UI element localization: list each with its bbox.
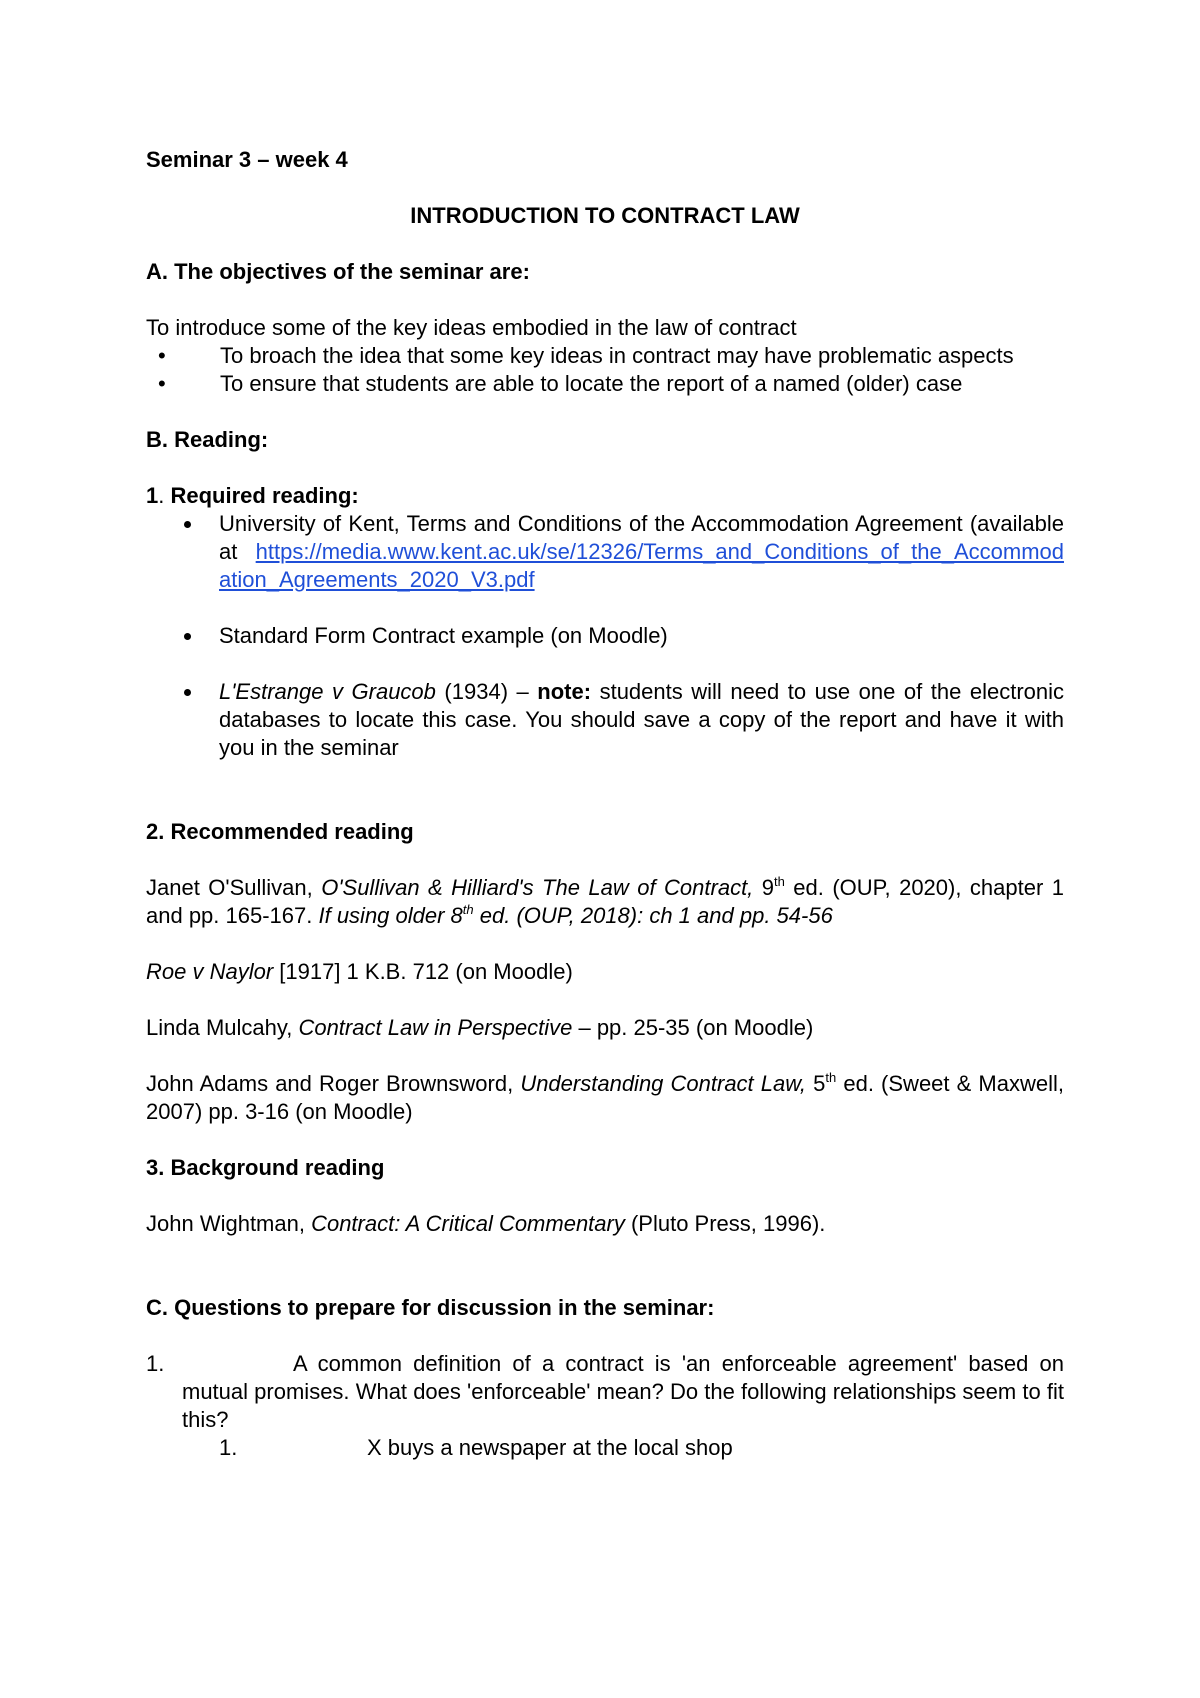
required-reading-list (146, 510, 1064, 762)
author: John Adams and Roger Brownsword, (146, 1071, 521, 1096)
question-number: 1. (146, 1351, 165, 1376)
note-text: students will need to use one of the electronic databases to locate this case. You should save a copy of the report and have it with you in the seminar (219, 679, 1064, 760)
author: Linda Mulcahy, (146, 1015, 299, 1040)
edition-num: 9 (753, 875, 774, 900)
bullet-dot-icon (184, 633, 191, 640)
case-citation: [1917] 1 K.B. 712 (on Moodle) (273, 959, 573, 984)
document-page (146, 146, 1064, 1462)
sub-question-item (146, 1434, 1064, 1462)
case-name: Roe v Naylor (146, 959, 274, 984)
questions-heading: C. Questions to prepare for discussion in the seminar: (146, 1295, 715, 1320)
recommended-item (146, 958, 1064, 986)
note-label: note: (537, 679, 592, 704)
question-item (146, 1350, 1064, 1434)
bullet-dot-icon (184, 521, 191, 528)
background-heading: 3. Background reading (146, 1155, 385, 1180)
required-dot: . (158, 483, 165, 508)
older-edition-note: If using older 8 (318, 903, 463, 928)
seminar-label: Seminar 3 – week 4 (146, 147, 348, 172)
required-item-text: University of Kent, Terms and Conditions of the Accommodation Agreement (available at (219, 511, 1064, 564)
bullet-dot-icon (184, 689, 191, 696)
book-title: Understanding Contract Law, (520, 1071, 807, 1096)
book-title: O'Sullivan & Hilliard's The Law of Contract, (321, 875, 754, 900)
recommended-heading: 2. Recommended reading (146, 819, 414, 844)
required-reading-heading (146, 482, 1064, 510)
sub-question-text: X buys a newspaper at the local shop (367, 1435, 733, 1460)
objectives-intro: To introduce some of the key ideas embodied in the law of contract (146, 315, 797, 340)
author: Janet O'Sullivan, (146, 875, 322, 900)
list-item (146, 510, 1064, 594)
recommended-item (146, 874, 1064, 930)
sub-question-number: 1. (219, 1435, 238, 1460)
book-title: Contract Law in Perspective (298, 1015, 573, 1040)
accommodation-agreement-link[interactable]: https://media.www.kent.ac.uk/se/12326/Terms_and_Conditions_of_the_Accommodation_Agreements_2020_V3.pdf (219, 539, 1064, 592)
edition-sup: th (774, 874, 785, 889)
objective-bullet (146, 370, 1064, 398)
author: John Wightman, (146, 1211, 312, 1236)
edition-sup: th (825, 1070, 837, 1085)
edition-sup: th (462, 902, 474, 917)
objective-bullet (146, 342, 1064, 370)
recommended-item (146, 1070, 1064, 1126)
required-num: 1 (146, 483, 159, 508)
older-edition-pages: ed. (OUP, 2018): ch 1 and pp. 54-56 (473, 903, 833, 928)
book-title: Contract: A Critical Commentary (311, 1211, 625, 1236)
bullet-mark: • (158, 371, 166, 396)
publication-info: ed. (OUP, 2020), chapter 1 and pp. 165-167. (146, 875, 1064, 928)
recommended-item (146, 1014, 1064, 1042)
case-name: L'Estrange v Graucob (219, 679, 436, 704)
required-label: Required reading: (170, 483, 359, 508)
objective-text: To ensure that students are able to locate the report of a named (older) case (220, 371, 963, 396)
publication-info: – pp. 25-35 (on Moodle) (572, 1015, 814, 1040)
bullet-mark: • (158, 343, 166, 368)
reading-heading: B. Reading: (146, 427, 269, 452)
case-year: (1934) – (435, 679, 538, 704)
publication-info: ed. (Sweet & Maxwell, 2007) pp. 3-16 (on Moodle) (146, 1071, 1064, 1124)
objective-text: To broach the idea that some key ideas in contract may have problematic aspects (220, 343, 1014, 368)
background-item (146, 1210, 1064, 1238)
publication-info: (Pluto Press, 1996). (624, 1211, 826, 1236)
document-title: INTRODUCTION TO CONTRACT LAW (410, 203, 800, 228)
list-item (146, 678, 1064, 762)
list-item (146, 622, 1064, 650)
question-text: A common definition of a contract is 'an enforceable agreement' based on mutual promises. What does 'enforceable' mean? Do the following relationships seem to fit this? (182, 1351, 1064, 1432)
edition-num: 5 (806, 1071, 826, 1096)
required-item-text: Standard Form Contract example (on Moodle) (219, 623, 668, 648)
objectives-heading: A. The objectives of the seminar are: (146, 259, 530, 284)
